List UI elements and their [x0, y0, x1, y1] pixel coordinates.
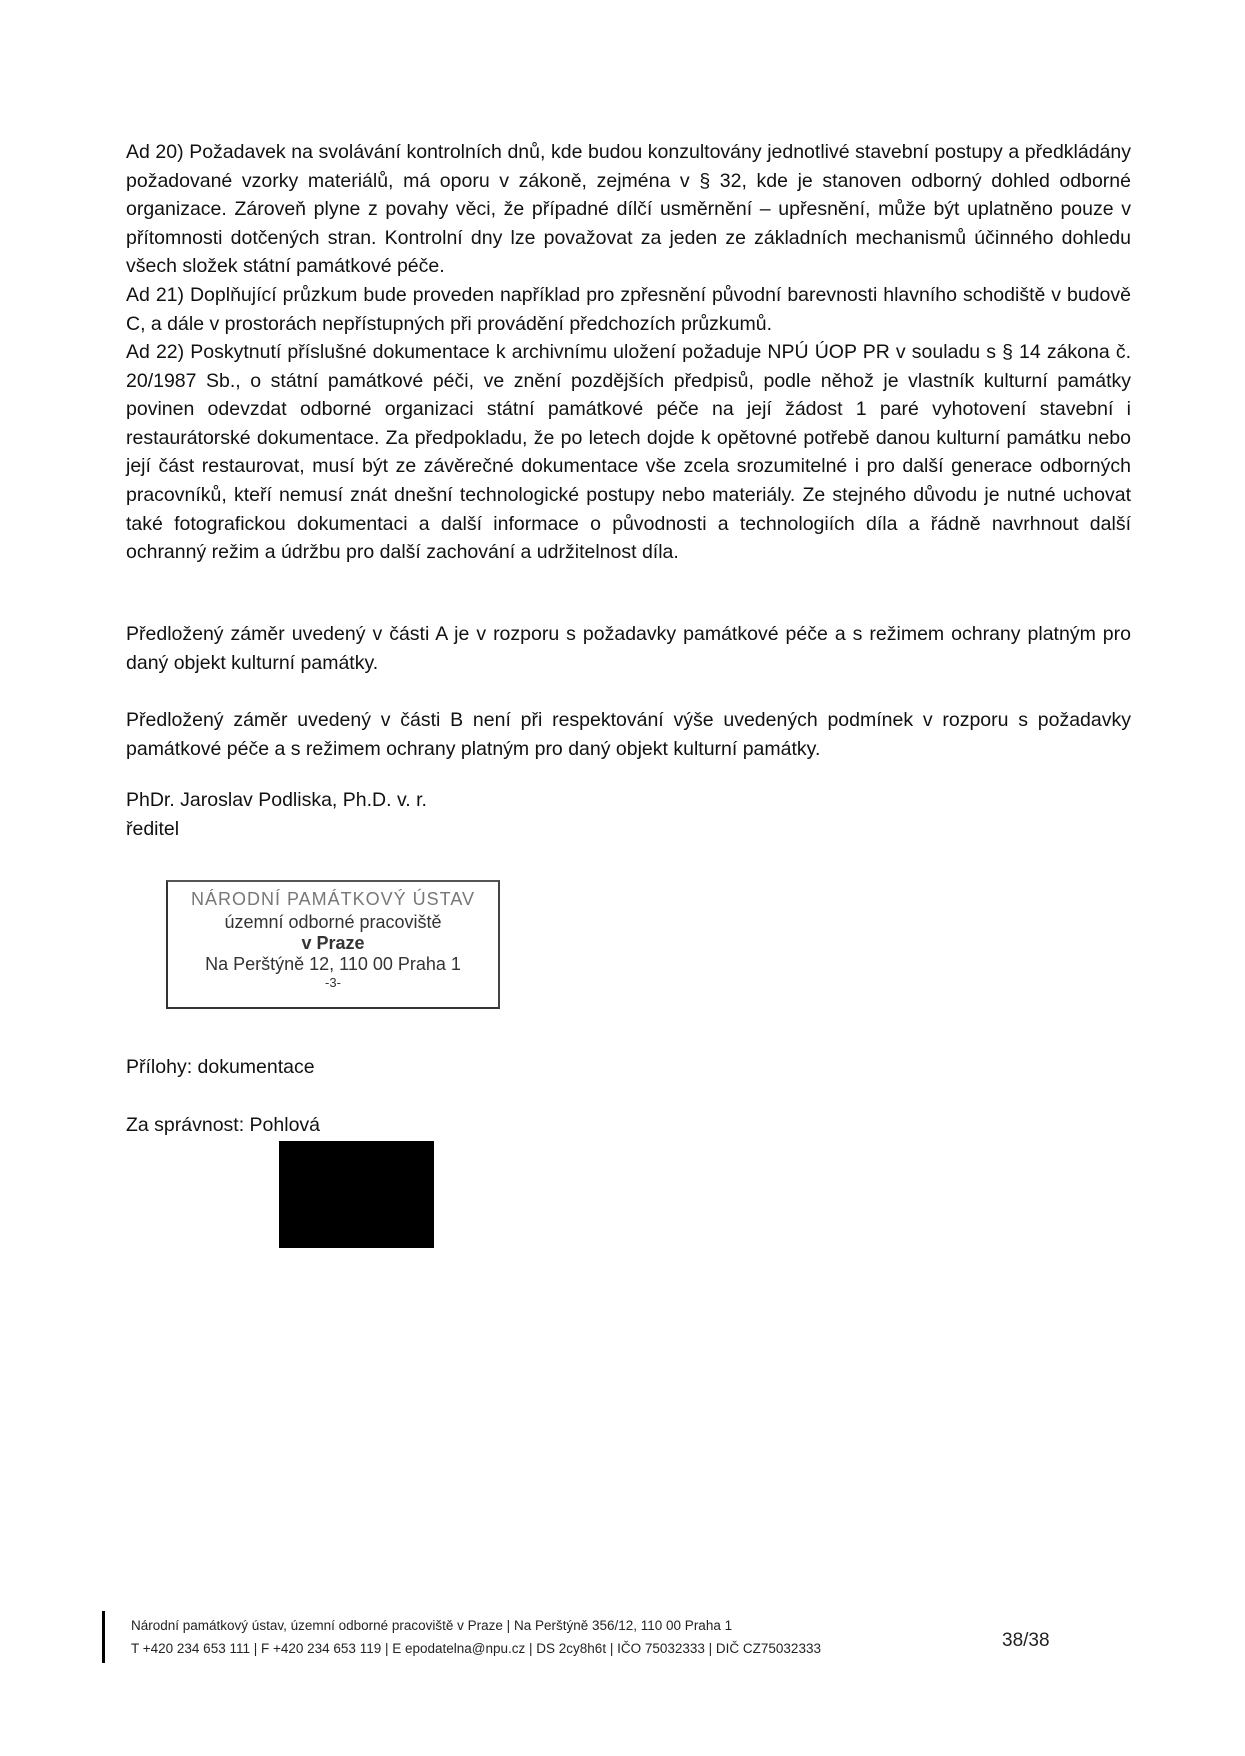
attachments-line: Přílohy: dokumentace: [126, 1056, 315, 1078]
paragraph-ad22-text: Ad 22) Poskytnutí příslušné dokumentace k archivnímu uložení požaduje NPÚ ÚOP PR v souladu s § 14 zákona č. 20/1987 Sb., o státní památkové péči, ve znění pozdějších předpisů, podle něhož je vlastník kulturní památky povinen odevzdat odborné organizaci státní památkové péče na její žádost 1 paré vyhotovení stavební i restaurátorské dokumentace. Za předpokladu, že po letech dojde k opětovné potřebě danou kulturní památku nebo její část restaurovat, musí být ze závěrečné dokumentace vše zcela srozumitelné i pro další generace odborných pracovníků, kteří nemusí znát dnešní technologické postupy nebo materiály. Ze stejného důvodu je nutné uchovat také fotografickou dokumentaci a další informace o původnosti a technologiích díla a řádně navrhnout další ochranný režim a údržbu pro další zachování a udržitelnost díla.: [126, 341, 1131, 564]
office-stamp: [166, 880, 500, 1009]
redacted-signature: [279, 1141, 434, 1248]
stamp-line-5: -3-: [325, 975, 341, 990]
conclusion-part-b-text: Předložený záměr uvedený v části B není při respektování výše uvedených podmínek v rozporu s požadavky památkové péče a s režimem ochrany platným pro daný objekt kulturní památky.: [126, 709, 1131, 760]
footer-contacts: T +420 234 653 111 | F +420 234 653 119 | E epodatelna@npu.cz | DS 2cy8h6t | IČO 75032333 | DIČ CZ75032333: [131, 1641, 821, 1656]
paragraph-ad21: [126, 281, 1131, 338]
signatory-name: PhDr. Jaroslav Podliska, Ph.D. v. r.: [126, 789, 427, 811]
stamp-line-2: územní odborné pracoviště: [224, 912, 442, 932]
footer-divider: [102, 1611, 105, 1663]
paragraph-ad20: [126, 138, 1131, 281]
correctness-line: Za správnost: Pohlová: [126, 1114, 321, 1136]
stamp-line-3: v Praze: [301, 933, 365, 953]
stamp-line-1: NÁRODNÍ PAMÁTKOVÝ ÚSTAV: [190, 889, 476, 909]
paragraph-ad21-text: Ad 21) Doplňující průzkum bude proveden například pro zpřesnění původní barevnosti hlavního schodiště v budově C, a dále v prostorách nepřístupných při provádění předchozích průzkumů.: [126, 284, 1131, 335]
conclusion-part-a: [126, 620, 1131, 677]
page-number: 38/38: [1002, 1630, 1050, 1651]
conclusion-part-b: [126, 706, 1131, 763]
stamp-line-4: Na Perštýně 12, 110 00 Praha 1: [205, 954, 461, 974]
signatory-role: ředitel: [126, 818, 180, 840]
footer: [131, 1614, 821, 1660]
footer-address: Národní památkový ústav, územní odborné pracoviště v Praze | Na Perštýně 356/12, 110 00 Praha 1: [131, 1618, 733, 1633]
paragraph-ad20-text: Ad 20) Požadavek na svolávání kontrolních dnů, kde budou konzultovány jednotlivé stavební postupy a předkládány požadované vzorky materiálů, má oporu v zákoně, zejména v § 32, kde je stanoven odborný dohled odborné organizace. Zároveň plyne z povahy věci, že případné dílčí usměrnění – upřesnění, může být uplatněno pouze v přítomnosti dotčených stran. Kontrolní dny lze považovat za jeden ze základních mechanismů účinného dohledu všech složek státní památkové péče.: [126, 141, 1131, 278]
conclusion-part-a-text: Předložený záměr uvedený v části A je v rozporu s požadavky památkové péče a s režimem ochrany platným pro daný objekt kulturní památky.: [126, 623, 1131, 674]
signature-block: [126, 786, 427, 844]
paragraph-ad22: [126, 338, 1131, 567]
